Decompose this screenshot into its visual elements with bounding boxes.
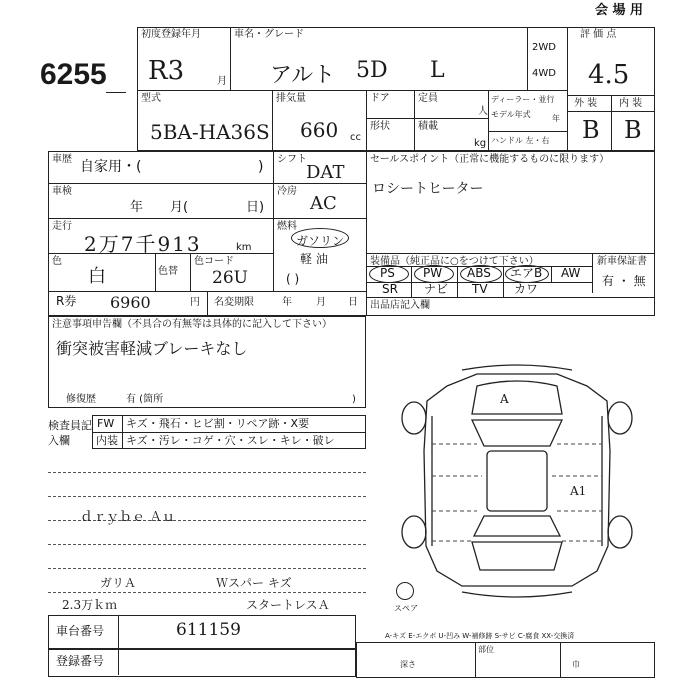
mileage-unit: km xyxy=(236,242,252,253)
dealer-label: ディーラー・並行 xyxy=(491,95,555,104)
writing-line xyxy=(48,568,366,569)
color-label: 色 xyxy=(52,256,62,267)
chassis-label: 車台番号 xyxy=(56,624,105,638)
writing-line xyxy=(48,544,366,545)
lot-underline xyxy=(106,92,126,93)
divider xyxy=(457,266,458,297)
equipment-sr: SR xyxy=(382,282,398,296)
inspector-note-3: 2.3万ｋｍ xyxy=(62,598,118,612)
score-exterior-label: 外 装 xyxy=(574,98,598,109)
divider xyxy=(48,253,273,254)
divider xyxy=(272,90,273,151)
fuel-gasoline-circle xyxy=(291,228,349,248)
divider xyxy=(560,642,561,678)
divider xyxy=(366,118,488,119)
divider xyxy=(488,131,567,132)
equipment-tv: TV xyxy=(472,282,488,296)
sales-point-label: セールスポイント（正常に機能するものに限ります） xyxy=(370,154,610,165)
seller-section-label: 出品店記入欄 xyxy=(370,300,430,311)
drive-2wd: 2WD xyxy=(532,42,556,53)
model-name-value: アルト xyxy=(270,63,336,88)
divider xyxy=(551,266,552,282)
legend-text: A-キズ E-エクボ U-凹み W-補修跡 S-サビ C-腐食 XX-交換済 xyxy=(385,632,575,640)
capacity-label: 定員 xyxy=(418,93,438,104)
sales-point-value: ロシートヒーター xyxy=(372,181,484,197)
deadline-label: 名変期限 xyxy=(214,297,254,308)
inspection-year: 年 xyxy=(130,200,144,215)
deadline-month: 月 xyxy=(316,297,326,308)
divider xyxy=(503,266,504,297)
spare-label: スペア xyxy=(394,604,418,613)
detail-part-label: 部位 xyxy=(478,645,494,654)
warranty-label: 新車保証書 xyxy=(597,256,647,267)
model-doors-value: 5D xyxy=(356,58,388,83)
model-label: 車名・グレード xyxy=(234,29,304,40)
equipment-leather: カワ xyxy=(514,282,539,296)
type-code-label: 型式 xyxy=(141,93,161,104)
fuel-label: 燃料 xyxy=(277,221,297,232)
inspection-month: 月( xyxy=(170,200,189,215)
inspector-interior-legend: キズ・汚レ・コゲ・穴・スレ・キレ・破レ xyxy=(126,434,335,447)
equipment-navi: ナビ xyxy=(424,282,449,296)
registration-label: 初度登録年月 xyxy=(141,29,201,40)
repair-value: 有 (箇所 xyxy=(126,394,164,405)
recycle-value: 6960 xyxy=(110,293,151,312)
displacement-label: 排気量 xyxy=(276,93,306,104)
inspector-note-5: スタートレスＡ xyxy=(246,598,330,612)
mileage-label: 走行 xyxy=(52,221,72,232)
color-code-value: 26U xyxy=(212,268,248,288)
venue-label: 会 場 用 xyxy=(595,3,644,18)
equipment-airbag: エアB xyxy=(510,266,543,280)
fuel-gasoline: ガソリン xyxy=(296,234,345,248)
plate-label: 登録番号 xyxy=(56,654,105,668)
spare-tire-icon xyxy=(396,582,414,600)
equipment-pw: PW xyxy=(423,266,443,280)
car-body-diagram xyxy=(392,356,642,606)
history-value: 自家用・( xyxy=(80,159,142,175)
load-label: 積載 xyxy=(418,121,438,132)
mileage-value: 2万7千913 xyxy=(84,232,202,256)
divider xyxy=(611,95,612,151)
equipment-abs-circle xyxy=(460,265,502,283)
divider xyxy=(137,90,567,91)
type-code-value: 5BA-HA36S xyxy=(150,120,270,144)
notes-label: 注意事項申告欄（不具合の有無等は具体的に記入して下さい） xyxy=(52,319,332,330)
inspector-interior-label: 内装 xyxy=(96,434,118,447)
inspection-label: 車検 xyxy=(52,186,72,197)
shape-label: 形状 xyxy=(370,121,390,132)
equipment-aw: AW xyxy=(561,266,581,280)
divider xyxy=(230,27,231,90)
history-label: 車歴 xyxy=(52,154,72,165)
inspection-day: 日) xyxy=(246,200,265,215)
score-interior-value: B xyxy=(624,116,642,144)
ac-label: 冷房 xyxy=(277,186,297,197)
color-code-label: 色コード xyxy=(194,256,234,267)
divider xyxy=(475,642,476,678)
divider xyxy=(411,266,412,297)
inspector-note-4: Ｗスパー キズ xyxy=(216,576,292,590)
divider xyxy=(527,27,528,90)
divider xyxy=(592,253,593,293)
deadline-day: 日 xyxy=(348,297,358,308)
registration-year-value: R3 xyxy=(148,56,185,86)
divider xyxy=(366,90,367,151)
divider xyxy=(414,90,415,151)
model-year-label: モデル年式 xyxy=(491,110,531,119)
fuel-light-oil: 軽 油 xyxy=(300,252,328,266)
writing-line xyxy=(48,472,366,473)
registration-month-unit: 月 xyxy=(217,76,227,87)
divider xyxy=(48,218,366,219)
model-grade-value: L xyxy=(430,58,445,83)
door-label: ドア xyxy=(370,93,390,104)
equipment-ps-circle xyxy=(369,265,409,283)
divider xyxy=(567,111,655,112)
writing-line xyxy=(48,592,366,593)
repair-close: ) xyxy=(352,394,356,405)
warranty-value: 有 ・ 無 xyxy=(602,274,646,288)
divider xyxy=(366,151,367,316)
divider xyxy=(190,253,191,291)
lot-number: 6255 xyxy=(40,58,107,91)
divider xyxy=(366,297,655,298)
divider xyxy=(48,183,366,184)
notes-value: 衝突被害軽減ブレーキなし xyxy=(56,339,248,358)
shift-label: シフト xyxy=(277,154,307,165)
score-value: 4.5 xyxy=(588,60,630,90)
inspector-label: 検査員記入欄 xyxy=(48,419,92,447)
chassis-value: 611159 xyxy=(176,620,241,640)
deadline-year: 年 xyxy=(282,297,292,308)
divider xyxy=(488,90,489,151)
divider xyxy=(366,253,655,254)
fuel-paren: ( ) xyxy=(286,272,300,286)
detail-width-label: 巾 xyxy=(572,660,580,669)
capacity-unit: 人 xyxy=(478,106,488,117)
history-close: ) xyxy=(258,159,264,175)
repair-label: 修復歴 xyxy=(66,394,96,405)
equipment-pw-circle xyxy=(414,265,454,283)
divider xyxy=(207,291,208,316)
displacement-value: 660 xyxy=(300,118,339,142)
divider xyxy=(273,151,274,291)
diagram-mark-front: A xyxy=(500,392,509,406)
model-year-unit: 年 xyxy=(552,114,560,123)
load-unit: kg xyxy=(474,138,487,149)
score-interior-label: 内 装 xyxy=(619,98,643,109)
inspector-fw-legend: キズ・飛石・ヒビ割・リペア跡・X要 xyxy=(126,417,310,430)
recycle-label: R券 xyxy=(56,294,77,308)
score-label: 評 価 点 xyxy=(580,29,617,40)
writing-line xyxy=(48,496,366,497)
color-value: 白 xyxy=(88,266,106,287)
ac-value: AC xyxy=(310,193,337,214)
inspector-note-2: ガリＡ xyxy=(100,576,137,590)
score-exterior-value: B xyxy=(582,116,600,144)
inspector-fw-label: FW xyxy=(97,417,115,430)
equipment-abs: ABS xyxy=(467,266,491,280)
divider xyxy=(122,415,123,449)
recycle-unit: 円 xyxy=(190,297,200,308)
diagram-mark-side: A1 xyxy=(570,484,587,498)
equipment-ps: PS xyxy=(380,266,395,280)
color-change-label: 色替 xyxy=(158,266,178,277)
detail-depth-label: 深さ xyxy=(400,660,416,669)
divider xyxy=(567,27,568,151)
divider xyxy=(92,432,366,433)
inspector-note-1: ｄｒｙｂｅ Ａｕ xyxy=(80,510,176,525)
equipment-label: 装備品（純正品に○をつけて下さい） xyxy=(370,256,539,267)
equipment-airbag-circle xyxy=(505,265,549,283)
divider xyxy=(155,253,156,291)
handle-label: ハンドル 左・右 xyxy=(491,136,550,145)
displacement-unit: cc xyxy=(350,132,361,143)
drive-4wd: 4WD xyxy=(532,68,556,79)
shift-value: DAT xyxy=(306,162,345,183)
